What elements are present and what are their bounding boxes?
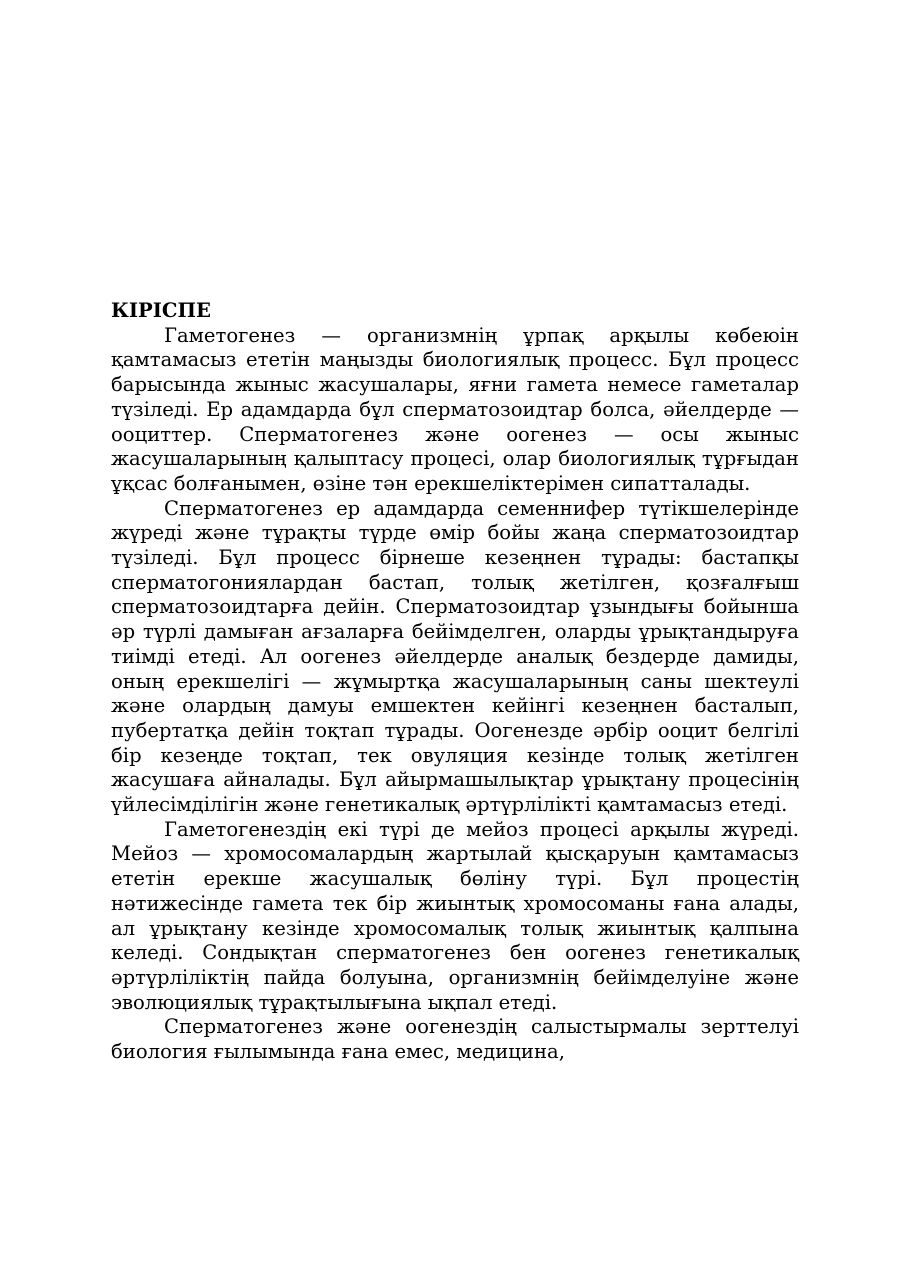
paragraph-4: Сперматогенез және оогенездің салыстырмалы зерттелуі биология ғылымында ғана емес, медицина, bbox=[111, 1015, 799, 1064]
section-heading: КІРІСПЕ bbox=[111, 299, 211, 322]
paragraph-1: Гаметогенез — организмнің ұрпақ арқылы көбеюін қамтамасыз ететін маңызды биологиялық процесс. Бұл процесс барысында жыныс жасушалары, яғни гамета немесе гаметалар түзіледі. Ер адамдарда бұл сперматозоидтар болса, әйелдерде — ооциттер. Сперматогенез және оогенез — осы жыныс жасушаларының қалыптасу процесі, олар биологиялық тұрғыдан ұқсас болғанымен, өзіне тән ерекшеліктерімен сипатталады. bbox=[111, 323, 799, 495]
document-body bbox=[111, 299, 799, 1065]
paragraph-2: Сперматогенез ер адамдарда семеннифер түтікшелерінде жүреді және тұрақты түрде өмір бойы жаңа сперматозоидтар түзіледі. Бұл процесс бірнеше кезеңнен тұрады: бастапқы сперматогониялардан бастап, толық жетілген, қозғалғыш сперматозоидтарға дейін. Сперматозоидтар ұзындығы бойынша әр түрлі дамыған ағзаларға бейімделген, оларды ұрықтандыруға тиімді етеді. Ал оогенез әйелдерде аналық бездерде дамиды, оның ерекшелігі — жұмыртқа жасушаларының саны шектеулі және олардың дамуы емшектен кейінгі кезеңнен басталып, пубертатқа дейін тоқтап тұрады. Оогенезде әрбір ооцит белгілі бір кезеңде тоқтап, тек овуляция кезінде толық жетілген жасушаға айналады. Бұл айырмашылықтар ұрықтану процесінің үйлесімділігін және генетикалық әртүрлілікті қамтамасыз етеді. bbox=[111, 496, 799, 817]
paragraph-3: Гаметогенездің екі түрі де мейоз процесі арқылы жүреді. Мейоз — хромосомалардың жартылай қысқаруын қамтамасыз ететін ерекше жасушалық бөліну түрі. Бұл процестің нәтижесінде гамета тек бір жиынтық хромосоманы ғана алады, ал ұрықтану кезінде хромосомалық толық жиынтық қалпына келеді. Сондықтан сперматогенез бен оогенез генетикалық әртүрліліктің пайда болуына, организмнің бейімделуіне және эволюциялық тұрақтылығына ықпал етеді. bbox=[111, 817, 799, 1014]
